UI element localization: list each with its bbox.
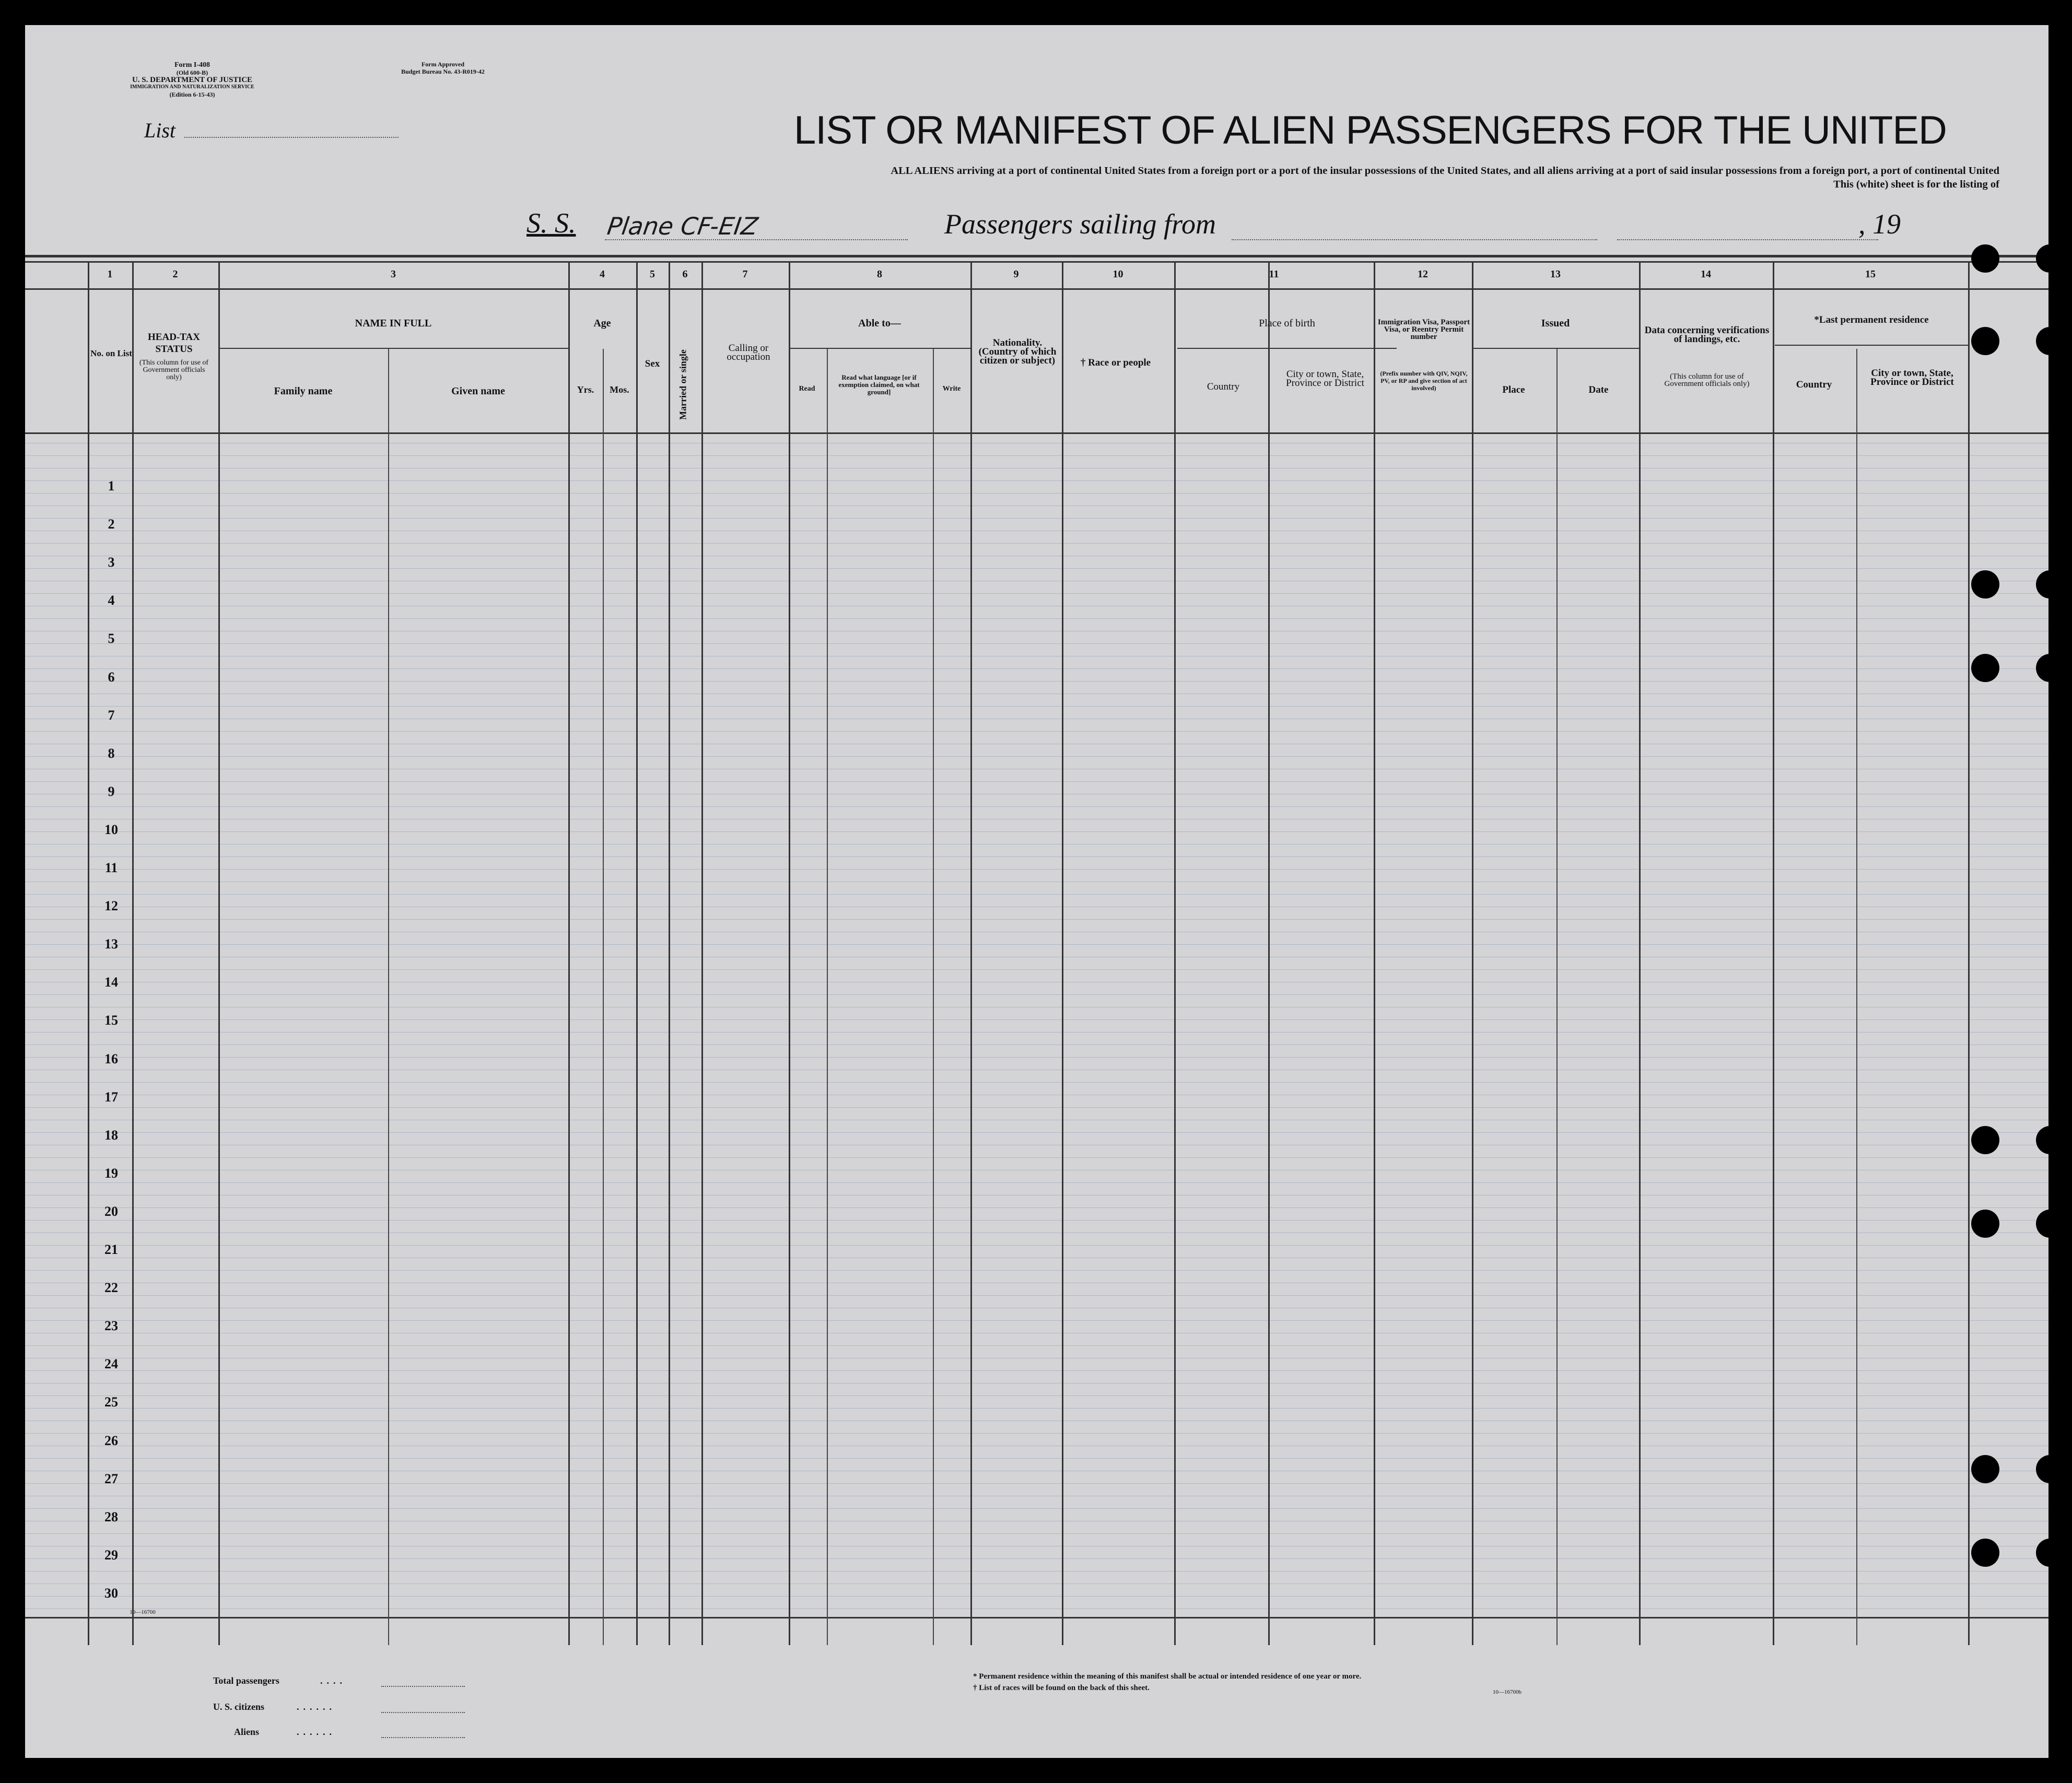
row-number: 17: [104, 1089, 118, 1105]
binder-hole: [1971, 570, 1999, 599]
able-to-header: Able to—: [858, 318, 901, 329]
sailing-from-line: [1232, 239, 1597, 240]
page-title: LIST OR MANIFEST OF ALIEN PASSENGERS FOR THE UNITED: [794, 108, 1947, 153]
row-rule: [25, 1345, 2048, 1346]
able-subrule: [789, 348, 970, 349]
row-rule: [25, 1583, 2048, 1584]
name-in-full-header: NAME IN FULL: [355, 318, 432, 329]
column-rule: [1773, 261, 1774, 1645]
verification-note: (This column for use of Government officials only): [1664, 372, 1750, 388]
age-months-header: Mos.: [610, 384, 629, 395]
birth-subrule: [1177, 348, 1397, 349]
row-number: 20: [104, 1203, 118, 1219]
column-rule: [218, 261, 220, 1645]
binder-hole: [2036, 570, 2048, 599]
read-language-header: Read what language [or if exemption claimed, on what ground]: [838, 373, 920, 396]
row-rule: [25, 1433, 2048, 1434]
row-rule: [25, 480, 2048, 481]
row-rule: [25, 643, 2048, 644]
no-on-list-header: No. on List: [90, 348, 132, 358]
row-rule: [25, 1270, 2048, 1271]
header-bottom-rule: [25, 432, 2048, 434]
aliens-label: Aliens: [234, 1727, 260, 1737]
column-rule: [1268, 261, 1270, 1645]
head-tax-note: (This column for use of Government officials only): [139, 359, 209, 381]
row-number: 1: [108, 478, 115, 494]
binder-hole: [2036, 1210, 2048, 1238]
last-residence-header: *Last permanent residence: [1814, 314, 1929, 325]
column-rule: [1968, 261, 1970, 1645]
row-rule: [25, 593, 2048, 594]
print-code-footer: 10—16700b: [1493, 1689, 1521, 1695]
nationality-header: Nationality. (Country of which citizen or subject): [978, 337, 1057, 366]
form-old-number: (Old 600-B): [176, 69, 208, 76]
race-header: † Race or people: [1080, 357, 1151, 368]
row-number: 23: [104, 1318, 118, 1334]
sailing-date-line: [1617, 239, 1878, 240]
row-rule: [25, 1558, 2048, 1559]
issued-place-header: Place: [1502, 384, 1525, 395]
read-header: Read: [799, 385, 815, 393]
column-number: 12: [1418, 268, 1428, 280]
print-code-left: 10—16700: [130, 1609, 156, 1615]
row-rule: [25, 1245, 2048, 1246]
form-approved: Form Approved: [421, 61, 465, 68]
row-rule: [25, 781, 2048, 782]
row-number: 21: [104, 1242, 118, 1258]
binder-hole: [2036, 654, 2048, 682]
us-citizens-line: [381, 1712, 465, 1713]
row-rule: [25, 1295, 2048, 1296]
residence-subrule: [1775, 345, 1968, 346]
age-header: Age: [593, 318, 611, 329]
column-number: 15: [1865, 268, 1876, 280]
footnote-races: † List of races will be found on the back of this sheet.: [973, 1684, 1150, 1692]
department-name: U. S. DEPARTMENT OF JUSTICE: [132, 76, 253, 84]
column-number: 11: [1269, 268, 1279, 280]
row-rule: [25, 1032, 2048, 1033]
column-rule: [1374, 261, 1375, 1645]
approval-block: [365, 61, 521, 75]
total-passengers-line: [381, 1686, 465, 1687]
row-rule: [25, 518, 2048, 519]
column-rule: [1472, 261, 1473, 1645]
column-number: 13: [1550, 268, 1561, 280]
row-number: 4: [108, 593, 115, 608]
given-name-header: Given name: [451, 385, 505, 397]
row-rule: [25, 1483, 2048, 1484]
ss-label: S. S.: [526, 207, 576, 239]
binder-hole: [1971, 654, 1999, 682]
name-subrule: [218, 348, 568, 349]
row-number: 14: [104, 975, 118, 990]
vessel-name-line: [605, 239, 908, 240]
table-bottom-rule: [25, 1617, 2048, 1618]
form-edition: (Edition 6-15-43): [169, 91, 215, 98]
binder-hole: [1971, 1539, 1999, 1567]
column-number: 3: [391, 268, 396, 280]
binder-hole: [2036, 1455, 2048, 1483]
row-rule: [25, 969, 2048, 970]
row-number: 27: [104, 1471, 118, 1486]
row-rule: [25, 1019, 2048, 1020]
column-number-rule: [25, 288, 2048, 290]
issued-header: Issued: [1541, 318, 1570, 329]
row-rule: [25, 1207, 2048, 1208]
row-rule: [25, 1370, 2048, 1371]
row-number: 24: [104, 1356, 118, 1372]
us-citizens-label: U. S. citizens: [213, 1702, 264, 1712]
row-rule: [25, 1408, 2048, 1409]
row-rule: [25, 831, 2048, 832]
row-rule: [25, 568, 2048, 569]
row-number: 13: [104, 936, 118, 952]
row-number: 3: [108, 555, 115, 570]
column-rule: [132, 261, 134, 1645]
column-number: 1: [107, 268, 113, 280]
issued-date-header: Date: [1588, 384, 1609, 395]
row-rule: [25, 806, 2048, 807]
sub-column-rule: [388, 349, 389, 1645]
row-rule: [25, 1596, 2048, 1597]
vessel-name-handwritten: Plane CF-EIZ: [605, 212, 760, 240]
row-number: 16: [104, 1051, 118, 1066]
footnote-residence: * Permanent residence within the meaning of this manifest shall be actual or intended residence of one year or more.: [973, 1672, 1362, 1681]
birth-country-header: Country: [1207, 381, 1240, 392]
column-rule: [88, 261, 89, 1645]
row-number: 6: [108, 669, 115, 685]
married-single-header: Married or single: [677, 349, 688, 420]
binder-hole: [2036, 244, 2048, 273]
column-number: 8: [877, 268, 882, 280]
row-rule: [25, 1107, 2048, 1108]
residence-city-header: City or town, State, Province or District: [1870, 368, 1954, 388]
row-rule: [25, 1395, 2048, 1396]
column-number: 9: [1013, 268, 1019, 280]
row-rule: [25, 455, 2048, 456]
binder-hole: [2036, 1126, 2048, 1154]
visa-header: Immigration Visa, Passport Visa, or Reentry Permit number: [1377, 318, 1470, 341]
aliens-line: [381, 1737, 465, 1738]
us-citizens-dots: ......: [297, 1702, 336, 1712]
column-number: 2: [172, 268, 178, 280]
place-of-birth-header: Place of birth: [1259, 318, 1315, 329]
aliens-dots: ......: [297, 1727, 336, 1737]
column-rule: [636, 261, 638, 1645]
sailing-from-label: Passengers sailing from: [944, 208, 1216, 240]
row-rule: [25, 731, 2048, 732]
binder-hole: [1971, 1126, 1999, 1154]
row-rule: [25, 1508, 2048, 1509]
row-rule: [25, 1157, 2048, 1158]
column-number: 10: [1113, 268, 1123, 280]
family-name-header: Family name: [274, 385, 333, 397]
row-rule: [25, 944, 2048, 945]
row-rule: [25, 1057, 2048, 1058]
sub-column-rule: [827, 349, 828, 1645]
row-number: 5: [108, 631, 115, 647]
row-number: 9: [108, 783, 115, 799]
row-number: 29: [104, 1547, 118, 1563]
year-label: , 19: [1858, 208, 1901, 240]
column-rule: [669, 261, 670, 1645]
row-rule: [25, 894, 2048, 895]
row-rule: [25, 1220, 2048, 1221]
row-rule: [25, 919, 2048, 920]
binder-hole: [1971, 1210, 1999, 1238]
row-number: 18: [104, 1127, 118, 1143]
column-rule: [970, 261, 972, 1645]
row-rule: [25, 756, 2048, 757]
residence-country-header: Country: [1796, 379, 1832, 390]
column-rule: [1174, 261, 1176, 1645]
row-number: 19: [104, 1165, 118, 1181]
row-number: 28: [104, 1509, 118, 1524]
sub-column-rule: [1556, 349, 1558, 1645]
column-number: 5: [650, 268, 655, 280]
manifest-sheet: [25, 25, 2048, 1758]
row-rule: [25, 1182, 2048, 1183]
issued-subrule: [1472, 348, 1639, 349]
total-passengers-dots: ....: [320, 1675, 346, 1686]
row-number: 15: [104, 1013, 118, 1028]
sub-column-rule: [1856, 349, 1857, 1645]
binder-hole: [2036, 1539, 2048, 1567]
row-number: 11: [104, 860, 118, 876]
row-rule: [25, 543, 2048, 544]
row-number: 12: [104, 898, 118, 914]
row-rule: [25, 493, 2048, 494]
column-number: 4: [600, 268, 605, 280]
form-number: Form I-408: [174, 61, 210, 69]
column-rule: [789, 261, 790, 1645]
list-number-line: [184, 137, 399, 138]
column-rule: [568, 261, 570, 1645]
head-tax-header: HEAD-TAX STATUS: [148, 332, 200, 355]
sub-column-rule: [933, 349, 934, 1645]
birth-city-header: City or town, State, Province or District: [1286, 369, 1364, 389]
subtitle-line1: ALL ALIENS arriving at a port of continental United States from a foreign port or a port of the insular possessions of the United States, and all aliens arriving at a port of said insular possessions from a foreign port, a port of continental United: [891, 165, 1999, 177]
row-number: 26: [104, 1433, 118, 1448]
binder-hole: [2036, 327, 2048, 355]
row-rule: [25, 668, 2048, 669]
column-number: 6: [682, 268, 688, 280]
form-number-block: [130, 62, 255, 98]
row-number: 7: [108, 707, 115, 723]
total-passengers-label: Total passengers: [213, 1675, 279, 1686]
row-number: 10: [104, 822, 118, 837]
visa-note: (Prefix number with QIV, NQIV, PV, or RP and give section of act involved): [1380, 370, 1468, 392]
table-top-border: [25, 255, 2048, 257]
write-header: Write: [942, 385, 961, 393]
binder-hole: [1971, 1455, 1999, 1483]
row-number: 30: [104, 1586, 118, 1601]
service-name: IMMIGRATION AND NATURALIZATION SERVICE: [130, 84, 254, 90]
table-top-border2: [25, 261, 2048, 263]
binder-hole: [1971, 327, 1999, 355]
row-number: 25: [104, 1394, 118, 1410]
row-rule: [25, 1082, 2048, 1083]
row-rule: [25, 618, 2048, 619]
column-number: 14: [1701, 268, 1711, 280]
row-number: 8: [108, 745, 115, 761]
row-rule: [25, 1533, 2048, 1534]
sex-header: Sex: [645, 358, 660, 369]
row-number: 2: [108, 517, 115, 532]
sub-column-rule: [603, 349, 604, 1645]
age-years-header: Yrs.: [577, 384, 594, 395]
row-rule: [25, 1132, 2048, 1133]
row-rule: [25, 994, 2048, 995]
row-number: 22: [104, 1280, 118, 1296]
calling-header: Calling or occupation: [727, 343, 770, 362]
subtitle-line2: This (white) sheet is for the listing of: [1833, 179, 1999, 190]
column-rule: [701, 261, 703, 1645]
row-rule: [25, 1458, 2048, 1459]
row-rule: [25, 1320, 2048, 1321]
budget-bureau: Budget Bureau No. 43-R019-42: [401, 68, 485, 75]
binder-hole: [1971, 244, 1999, 273]
list-label: List: [144, 119, 176, 142]
row-rule: [25, 681, 2048, 682]
verification-header: Data concerning verifications of landings, etc.: [1644, 325, 1770, 345]
row-rule: [25, 706, 2048, 707]
column-rule: [1062, 261, 1063, 1645]
row-rule: [25, 869, 2048, 870]
column-number: 7: [742, 268, 748, 280]
column-rule: [1639, 261, 1641, 1645]
